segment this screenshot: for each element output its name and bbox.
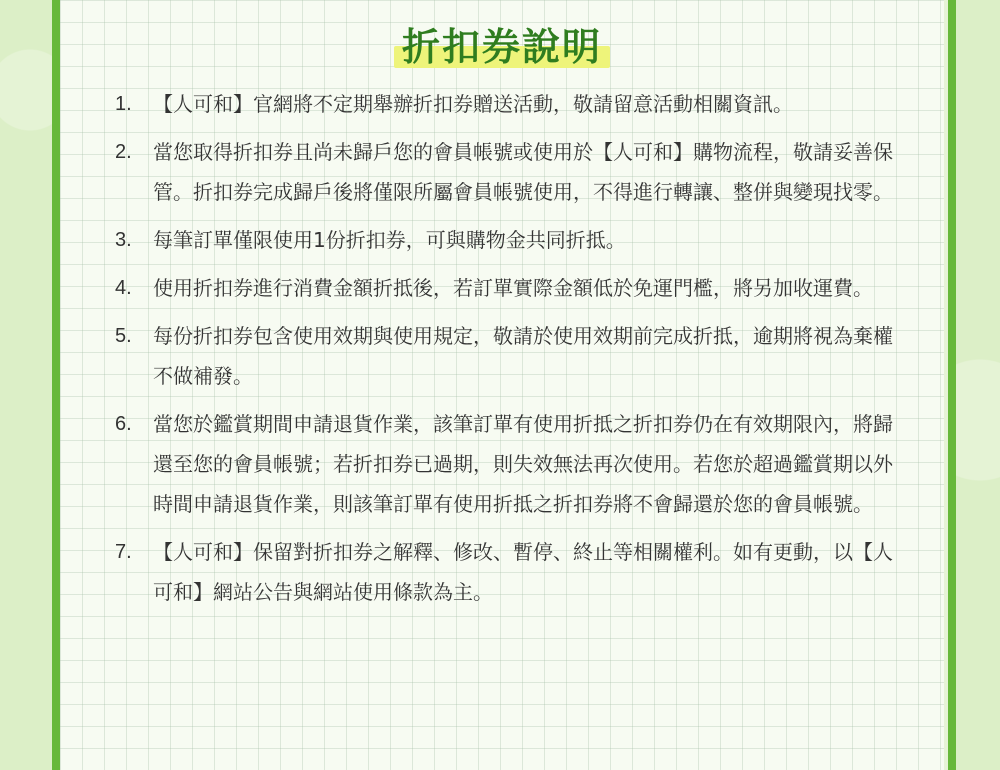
- term-item: [115, 404, 905, 524]
- term-item: [115, 132, 905, 212]
- term-item: [115, 532, 905, 612]
- term-number: 6.: [115, 413, 132, 435]
- term-text: 當您於鑑賞期間申請退貨作業，該筆訂單有使用折抵之折扣券仍在有效期限內，將歸還至您的會員帳號；若折扣券已過期，則失效無法再次使用。若您於超過鑑賞期以外時間申請退貨作業，則該筆訂單有使用折抵之折扣券將不會歸還於您的會員帳號。: [153, 412, 893, 516]
- term-text: 當您取得折扣券且尚未歸戶您的會員帳號或使用於【人可和】購物流程，敬請妥善保管。折扣券完成歸戶後將僅限所屬會員帳號使用，不得進行轉讓、整併與變現找零。: [153, 140, 893, 204]
- right-border: [948, 0, 956, 770]
- term-item: [115, 268, 905, 308]
- left-border: [52, 0, 60, 770]
- term-item: [115, 316, 905, 396]
- title-area: [60, 22, 944, 72]
- terms-list: [115, 84, 905, 620]
- term-text: 【人可和】保留對折扣券之解釋、修改、暫停、終止等相關權利。如有更動，以【人可和】網站公告與網站使用條款為主。: [153, 540, 893, 604]
- term-number: 1.: [115, 93, 132, 115]
- page-title: 折扣券說明: [394, 22, 610, 72]
- term-text: 每筆訂單僅限使用1份折扣券，可與購物金共同折抵。: [153, 228, 626, 252]
- term-item: [115, 220, 905, 260]
- term-number: 7.: [115, 541, 132, 563]
- term-number: 2.: [115, 141, 132, 163]
- term-text: 每份折扣券包含使用效期與使用規定，敬請於使用效期前完成折抵，逾期將視為棄權不做補發。: [153, 324, 893, 388]
- term-text: 使用折扣券進行消費金額折抵後，若訂單實際金額低於免運門檻，將另加收運費。: [153, 276, 873, 300]
- term-number: 3.: [115, 229, 132, 251]
- term-number: 4.: [115, 277, 132, 299]
- notice-panel: [60, 0, 944, 770]
- term-text: 【人可和】官網將不定期舉辦折扣券贈送活動，敬請留意活動相關資訊。: [153, 92, 793, 116]
- term-item: [115, 84, 905, 124]
- term-number: 5.: [115, 325, 132, 347]
